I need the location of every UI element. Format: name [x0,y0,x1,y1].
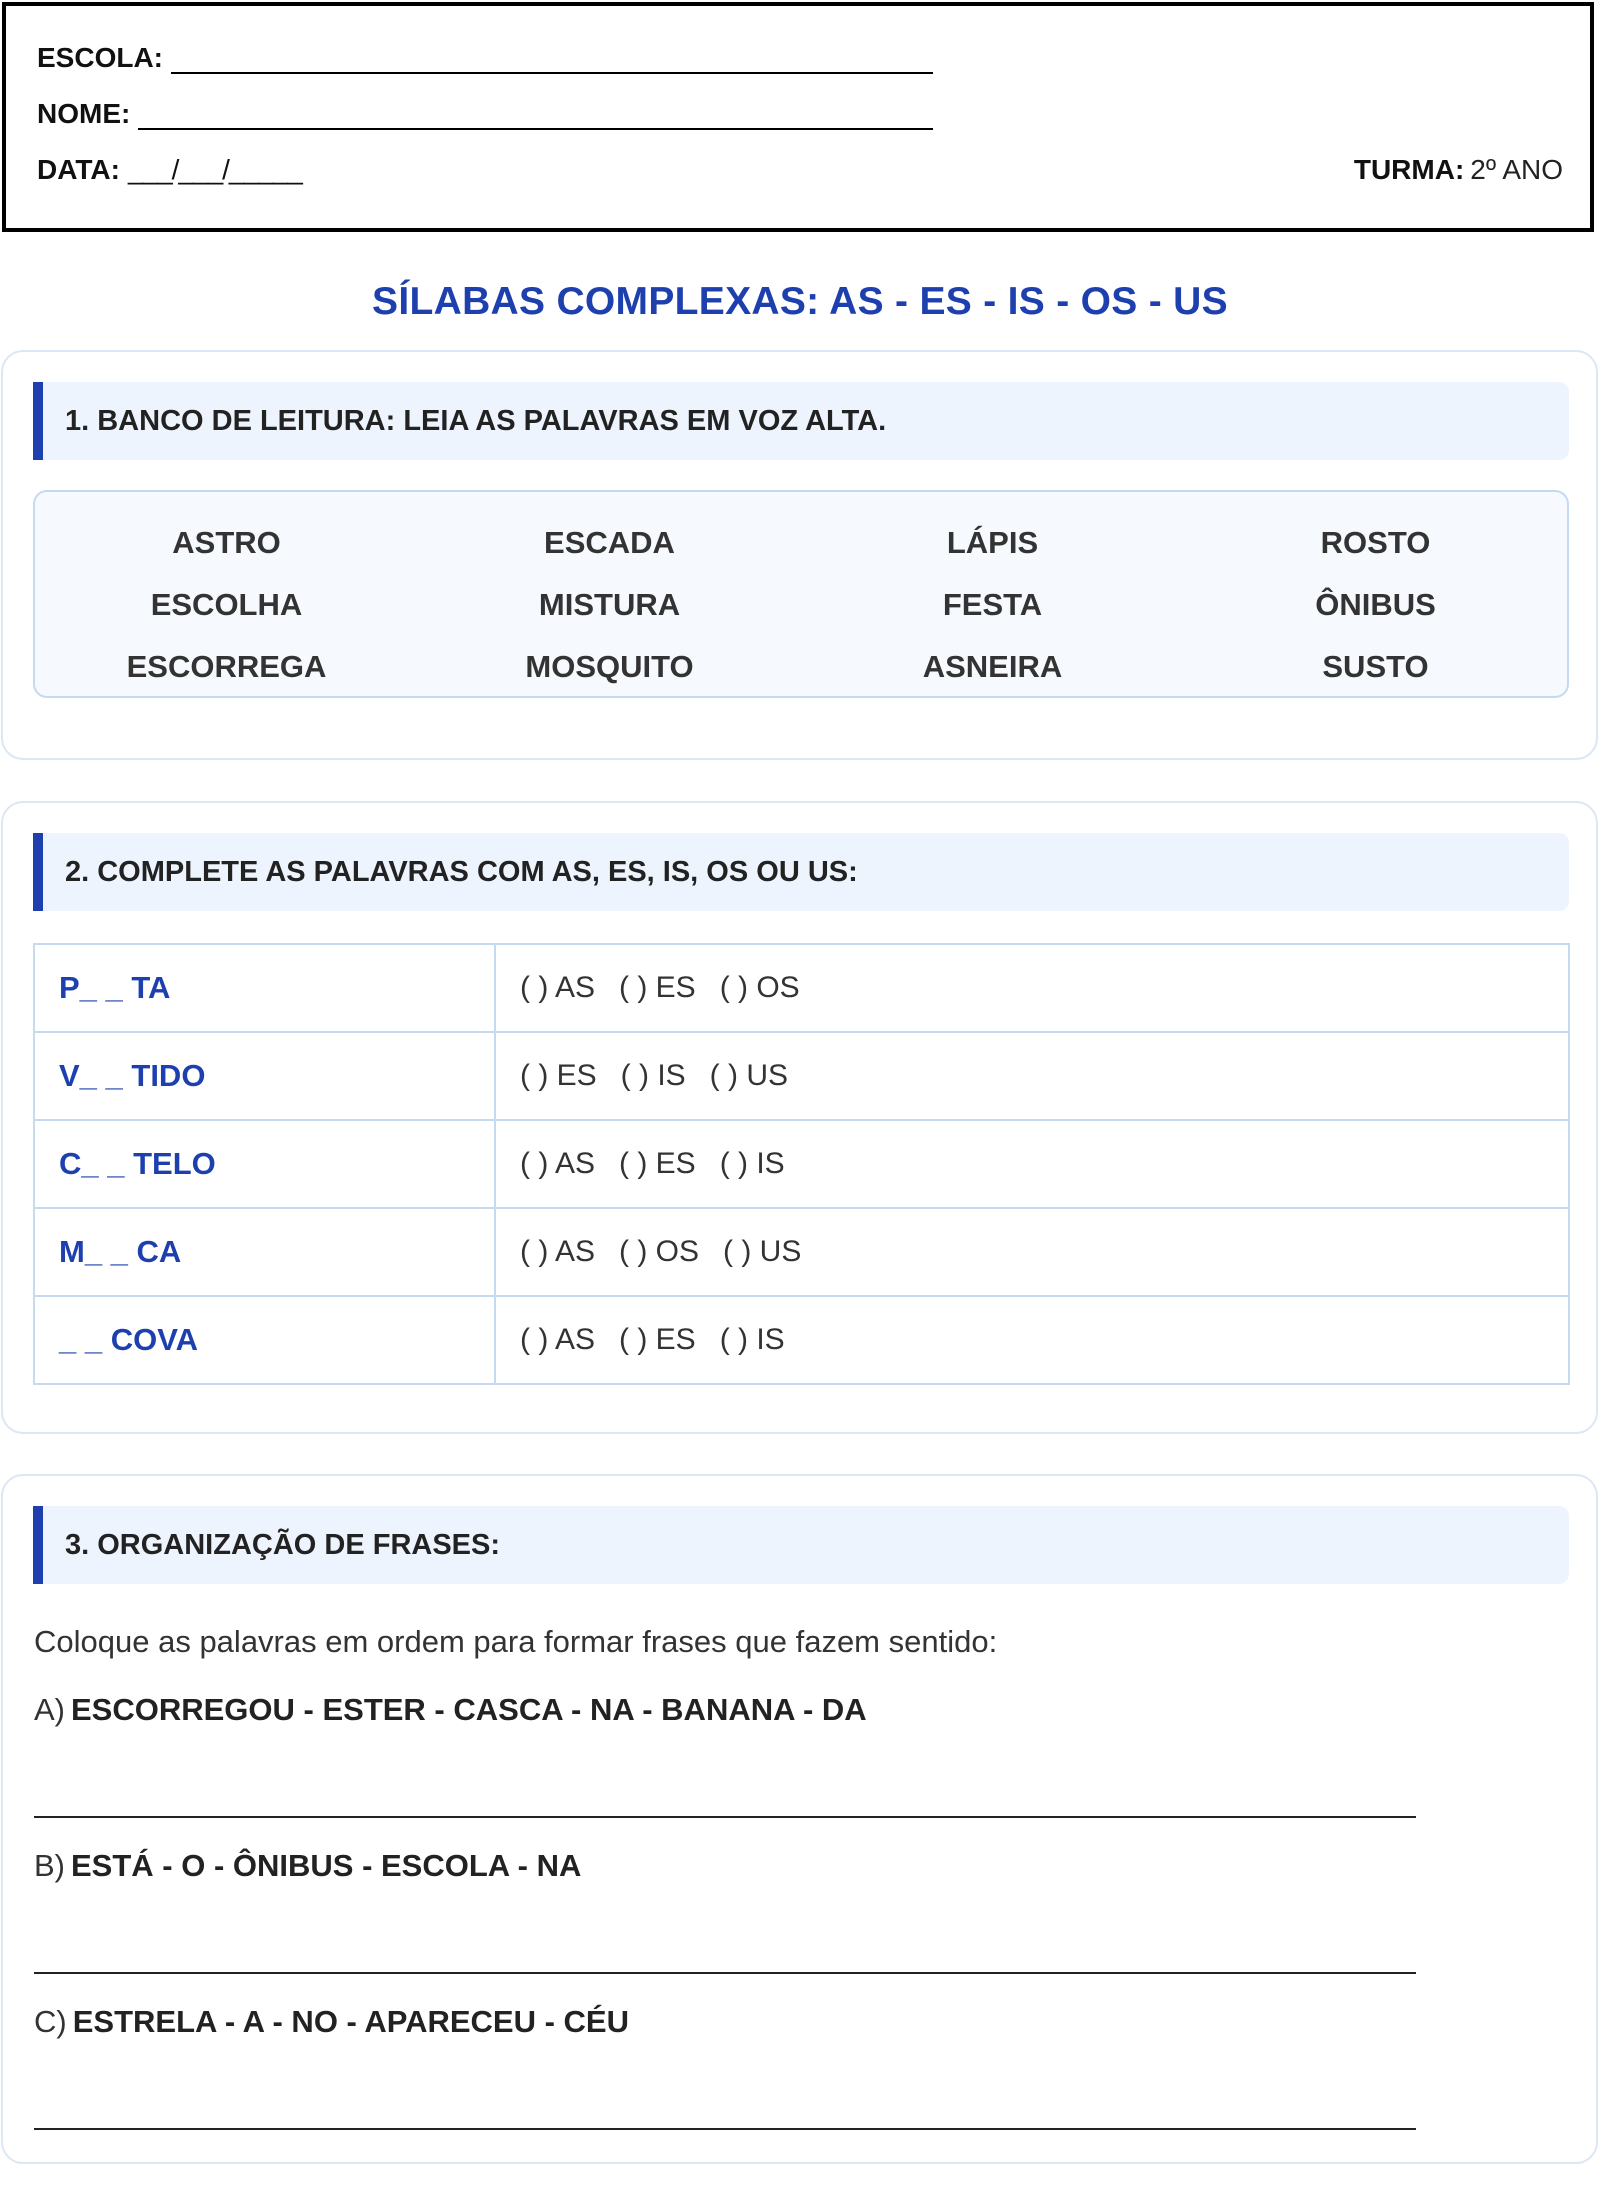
word-bank-item: ASNEIRA [922,649,1063,684]
syllable-option[interactable]: ( ) IS [719,1147,785,1180]
incomplete-word: _ _ COVA [34,1296,495,1384]
word-bank [33,490,1569,698]
section-1-heading: 1. BANCO DE LEITURA: LEIA AS PALAVRAS EM VOZ ALTA. [33,382,1569,460]
syllable-option[interactable]: ( ) AS [520,971,596,1004]
sentence-b [34,1848,581,1884]
options-cell [495,1120,1569,1208]
school-label: ESCOLA: [37,42,163,73]
date-label: DATA: [37,154,120,185]
sentence-letter: B) [34,1848,65,1883]
syllable-option[interactable]: ( ) IS [620,1059,686,1092]
syllable-option[interactable]: ( ) OS [619,1235,700,1268]
word-bank-item: ESCOLHA [150,587,303,622]
options-cell [495,1296,1569,1384]
syllable-option[interactable]: ( ) AS [520,1235,596,1268]
class-field [1354,154,1563,186]
instruction-text: Coloque as palavras em ordem para formar frases que fazem sentido: [34,1624,998,1659]
word-bank-item: ESCADA [544,525,675,560]
class-label: TURMA: [1353,154,1465,185]
options-cell [495,1208,1569,1296]
answer-line-c[interactable] [34,2128,1416,2130]
word-bank-item: ÔNIBUS [1315,587,1436,622]
syllable-option[interactable]: ( ) US [709,1059,788,1092]
incomplete-word: V_ _ TIDO [34,1032,495,1120]
class-value: 2º ANO [1470,154,1563,185]
table-row [34,944,1569,1032]
sentence-words: ESTRELA - A - NO - APARECEU - CÉU [72,2004,629,2039]
word-grid [35,512,1567,698]
word-bank-item: LÁPIS [946,525,1039,560]
section-sentence-order [1,1474,1598,2164]
sentence-letter: A) [34,1692,65,1727]
syllable-option[interactable]: ( ) AS [520,1147,596,1180]
complete-table [33,943,1570,1385]
sentence-c [34,2004,629,2040]
table-row [34,1208,1569,1296]
name-input-line[interactable] [138,98,933,130]
word-bank-item: SUSTO [1322,649,1429,684]
name-label: NOME: [37,98,131,129]
student-info-box [2,2,1594,232]
school-input-line[interactable] [171,42,933,74]
sentence-words: ESCORREGOU - ESTER - CASCA - NA - BANANA - DA [71,1692,867,1727]
word-bank-item: ROSTO [1320,525,1431,560]
word-bank-item: FESTA [942,587,1043,622]
table-row [34,1120,1569,1208]
syllable-option[interactable]: ( ) AS [520,1323,596,1356]
section-3-heading: 3. ORGANIZAÇÃO DE FRASES: [33,1506,1569,1584]
word-bank-item: MISTURA [538,587,681,622]
section-reading-bank [1,350,1598,760]
word-bank-item: ASTRO [172,525,281,560]
syllable-option[interactable]: ( ) IS [719,1323,785,1356]
word-bank-item: ESCORREGA [126,649,327,684]
sentence-a [34,1692,867,1728]
syllable-option[interactable]: ( ) US [723,1235,802,1268]
date-field [37,154,302,186]
syllable-option[interactable]: ( ) ES [619,1147,696,1180]
options-cell [495,1032,1569,1120]
table-row [34,1032,1569,1120]
sentence-words: ESTÁ - O - ÔNIBUS - ESCOLA - NA [71,1848,582,1883]
syllable-option[interactable]: ( ) ES [619,1323,696,1356]
page-title: SÍLABAS COMPLEXAS: AS - ES - IS - OS - US [372,280,1228,323]
syllable-option[interactable]: ( ) ES [619,971,696,1004]
word-bank-item: MOSQUITO [525,649,694,684]
syllable-option[interactable]: ( ) OS [719,971,800,1004]
incomplete-word: C_ _ TELO [34,1120,495,1208]
section-complete-words [1,801,1598,1434]
sentence-letter: C) [34,2004,67,2039]
incomplete-word: M_ _ CA [34,1208,495,1296]
table-row [34,1296,1569,1384]
section-2-heading: 2. COMPLETE AS PALAVRAS COM AS, ES, IS, OS OU US: [33,833,1569,911]
date-blanks[interactable]: ___/___/_____ [127,154,302,185]
name-field [37,98,933,130]
options-cell [495,944,1569,1032]
syllable-option[interactable]: ( ) ES [520,1059,597,1092]
incomplete-word: P_ _ TA [34,944,495,1032]
school-field [37,42,933,74]
answer-line-b[interactable] [34,1972,1416,1974]
answer-line-a[interactable] [34,1816,1416,1818]
